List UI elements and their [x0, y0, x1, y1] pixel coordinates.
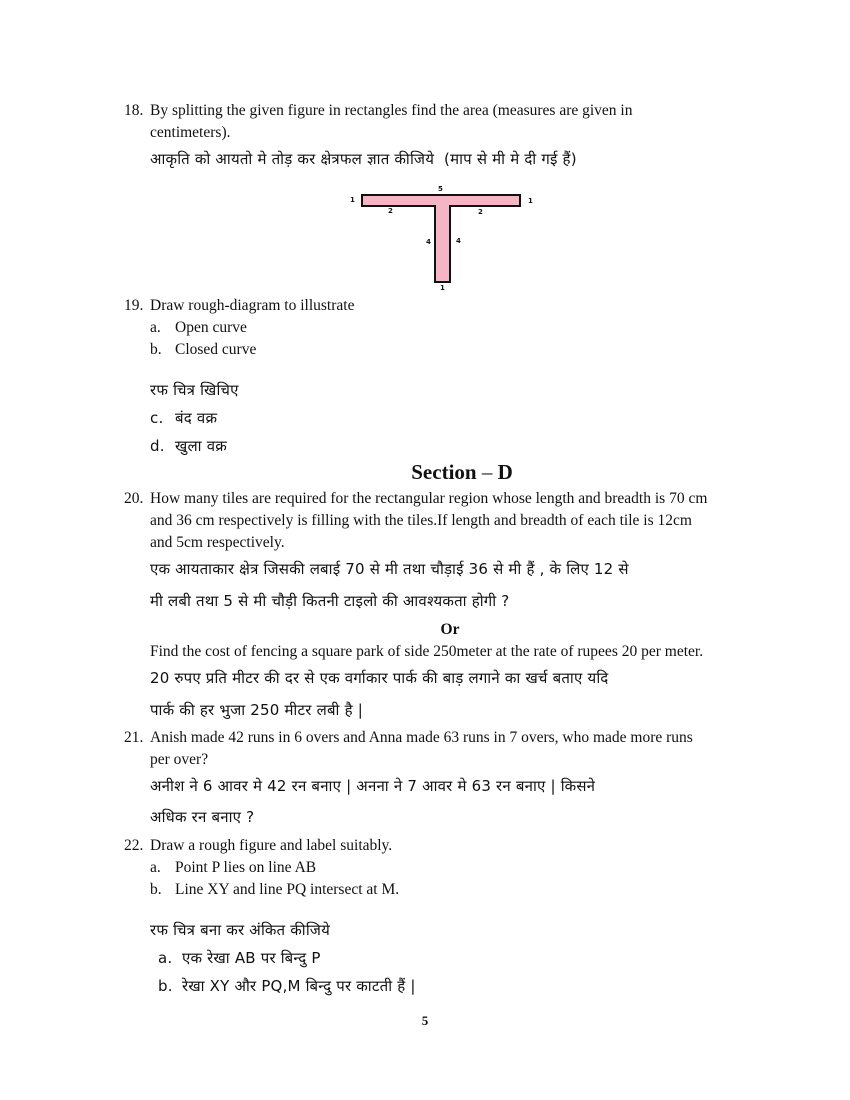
q20-text-line1: How many tiles are required for the rectangular region whose length and breadth is 70 cm [150, 490, 708, 507]
q18-number: 18. [124, 102, 144, 119]
q19-hindi-option-d-text: खुला वक्र [175, 437, 227, 455]
q18-text-line1: By splitting the given figure in rectangles find the area (measures are given in [150, 102, 633, 119]
t-shape-figure [340, 180, 540, 295]
q22-option-b-text: Line XY and line PQ intersect at M. [175, 881, 400, 898]
q20-alt-text: Find the cost of fencing a square park of side 250meter at the rate of rupees 20 per meter. [150, 643, 704, 660]
q22-hindi-option-a [158, 947, 321, 969]
q20-alt-hindi-line1: 20 रुपए प्रति मीटर की दर से एक वर्गाकार पार्क की बाड़ लगाने का खर्च बताए यदि [150, 669, 609, 687]
q20-or: Or [440, 621, 460, 638]
q19-text: Draw rough-diagram to illustrate [150, 297, 355, 314]
fig-label-under-right: 2 [478, 208, 483, 216]
q22-hindi-option-b-label: b. [158, 977, 173, 995]
section-d-letter: D [497, 460, 513, 484]
q22-hindi-option-b-text: रेखा XY और PQ,M बिन्दु पर काटती हैं | [182, 977, 416, 995]
q21-text-line2: per over? [150, 751, 209, 768]
q20-text-line2: and 36 cm respectively is filling with the tiles.If length and breadth of each tile is 12cm [150, 512, 692, 529]
q19-hindi: रफ चित्र खिचिए [150, 381, 239, 399]
q22-option-a-text: Point P lies on line AB [175, 859, 317, 876]
q22-number: 22. [124, 837, 144, 854]
q19-option-b [150, 339, 256, 361]
q22-option-b-label: b. [150, 881, 162, 898]
q19-option-b-label: b. [150, 341, 162, 358]
q19-hindi-option-c-label: c. [150, 409, 164, 427]
q22-option-a [150, 857, 316, 879]
q19-option-a-label: a. [150, 319, 161, 336]
q19-option-a-text: Open curve [175, 319, 247, 336]
page-number: 5 [421, 1013, 429, 1028]
t-shape-outline [362, 195, 520, 282]
section-d-word: Section [411, 460, 477, 484]
q19-option-a [150, 317, 247, 339]
fig-label-top: 5 [438, 185, 443, 193]
q21-hindi-line2: अधिक रन बनाए ? [150, 808, 255, 826]
q20-hindi-line2: मी लबी तथा 5 से मी चौड़ी कितनी टाइलो की आवश्यकता होगी ? [150, 592, 510, 610]
fig-label-stem-left: 4 [426, 238, 431, 246]
q19-hindi-option-d-label: d. [150, 437, 165, 455]
q22-option-b [150, 879, 399, 901]
q22-hindi-option-b [158, 975, 416, 997]
q22-hindi-option-a-text: एक रेखा AB पर बिन्दु P [182, 949, 321, 967]
fig-label-stem-right: 4 [456, 237, 461, 245]
q22-option-a-label: a. [150, 859, 161, 876]
q19-hindi-option-d [150, 435, 227, 457]
q19-hindi-option-c [150, 407, 217, 429]
q22-hindi: रफ चित्र बना कर अंकित कीजिये [150, 921, 330, 939]
q22-text: Draw a rough figure and label suitably. [150, 837, 393, 854]
q20-text-line3: and 5cm respectively. [150, 534, 285, 551]
q21-number: 21. [124, 729, 144, 746]
q19-number: 19. [124, 297, 144, 314]
q18-text-line2: centimeters). [150, 124, 231, 141]
q21-hindi-line1: अनीश ने 6 आवर मे 42 रन बनाए | अनना ने 7 आवर मे 63 रन बनाए | किसने [150, 777, 596, 795]
q19-hindi-option-c-text: बंद वक्र [175, 409, 218, 427]
fig-label-right-end: 1 [528, 197, 533, 205]
fig-label-under-left: 2 [388, 207, 393, 215]
fig-label-left-end: 1 [350, 196, 355, 204]
q19-option-b-text: Closed curve [175, 341, 257, 358]
section-d-heading [0, 460, 850, 485]
section-d-dash: – [481, 460, 493, 484]
q20-number: 20. [124, 490, 144, 507]
q18-hindi: आकृति को आयतो मे तोड़ कर क्षेत्रफल ज्ञात कीजिये (माप से मी मे दी गई हैं) [150, 150, 577, 168]
q20-hindi-line1: एक आयताकार क्षेत्र जिसकी लबाई 70 से मी तथा चौड़ाई 36 से मी हैं , के लिए 12 से [150, 560, 629, 578]
q21-text-line1: Anish made 42 runs in 6 overs and Anna made 63 runs in 7 overs, who made more runs [150, 729, 693, 746]
q22-hindi-option-a-label: a. [158, 949, 173, 967]
q20-alt-hindi-line2: पार्क की हर भुजा 250 मीटर लबी है | [150, 701, 363, 719]
fig-label-bottom: 1 [440, 284, 445, 292]
